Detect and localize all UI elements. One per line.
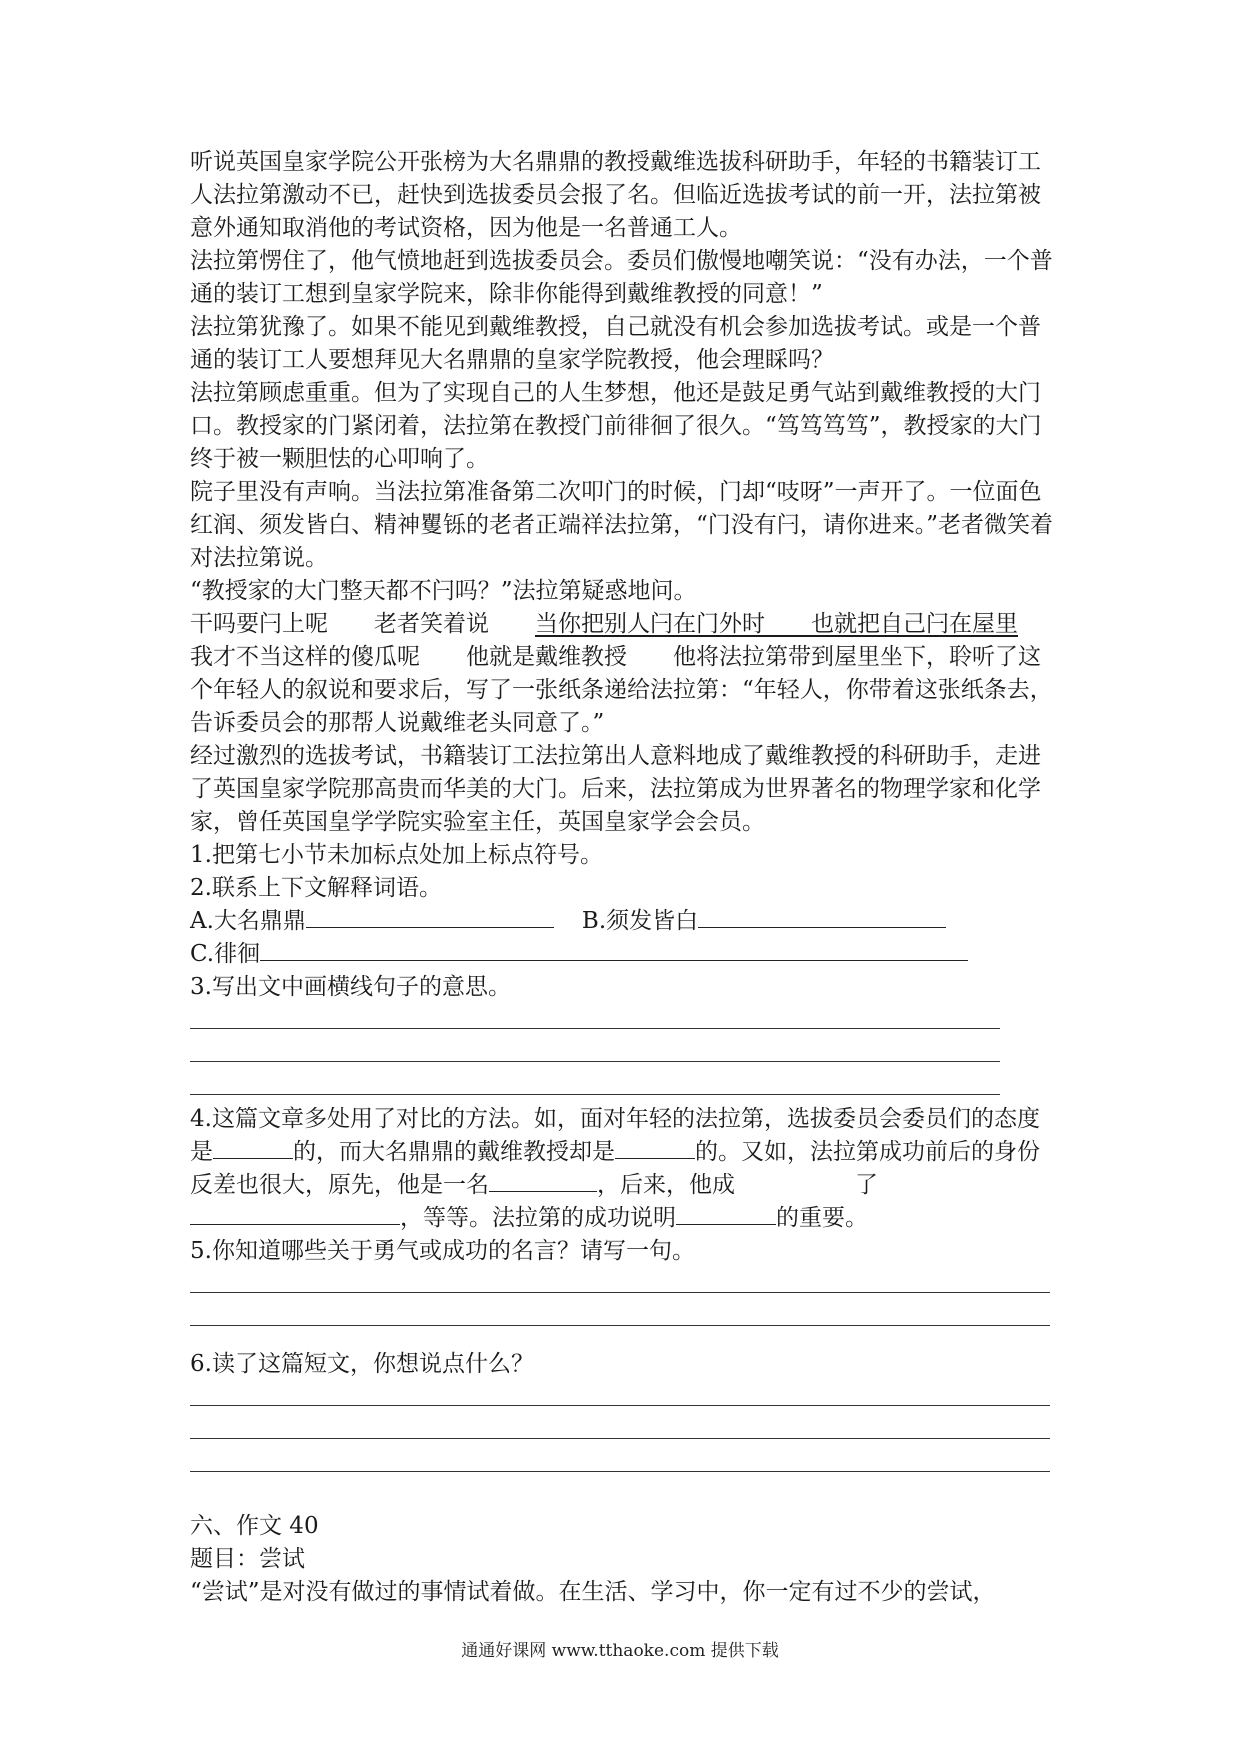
- underlined-sentence: 当你把别人闩在门外时 也就把自己闩在屋里: [535, 611, 1018, 637]
- question-2-c: [190, 938, 1060, 971]
- q4-blank-3[interactable]: [489, 1169, 597, 1192]
- q4-text-e: 了: [855, 1172, 878, 1198]
- question-3: 3.写出文中画横线句子的意思。: [190, 974, 511, 1000]
- q3-answer-line-2[interactable]: [190, 1037, 1060, 1070]
- q4-text-g: 的重要。: [776, 1205, 868, 1231]
- q2-c-answer-blank[interactable]: [260, 938, 968, 961]
- q4-blank-4[interactable]: [190, 1202, 400, 1225]
- q5-answer-line-1[interactable]: [190, 1268, 1060, 1301]
- question-1: 1.把第七小节未加标点处加上标点符号。: [190, 842, 603, 868]
- q3-answer-line-1[interactable]: [190, 1004, 1060, 1037]
- q2-c-label: C.徘徊: [190, 941, 261, 967]
- question-2-ab: [190, 905, 1060, 938]
- worksheet-page: [190, 146, 1060, 1609]
- q4-text-d: ，后来，他成: [597, 1172, 735, 1198]
- q2-a-answer-blank[interactable]: [306, 905, 554, 928]
- q4-text-b: 的，而大名鼎鼎的戴维教授却是: [293, 1139, 615, 1165]
- composition-heading: 六、作文 40: [190, 1513, 319, 1539]
- passage-paragraph-5: 院子里没有声响。当法拉第准备第二次叩门的时候，门却“吱呀”一声开了。一位面色红润、须发皆白、精神矍铄的老者正端祥法拉第，“门没有闩，请你进来。”老者微笑着对法拉第说。: [190, 479, 1054, 571]
- q6-answer-line-1[interactable]: [190, 1381, 1060, 1414]
- q6-answer-line-2[interactable]: [190, 1414, 1060, 1447]
- footer-source-credit: 通通好课网 www.tthaoke.com 提供下载: [461, 1641, 779, 1661]
- q2-b-answer-blank[interactable]: [698, 905, 946, 928]
- question-4: [190, 1103, 1060, 1235]
- q4-text-c: 的。又如，法拉第成功前后的身份反差也很大，原先，他是一名: [190, 1139, 1040, 1198]
- q4-text-f: ，等等。法拉第的成功说明: [400, 1205, 676, 1231]
- passage-paragraph-6: “教授家的大门整天都不闩吗？”法拉第疑惑地问。: [190, 578, 697, 604]
- question-5: 5.你知道哪些关于勇气或成功的名言？请写一句。: [190, 1238, 695, 1264]
- passage-paragraph-7: [190, 608, 1060, 740]
- q2-b-label: B.须发皆白: [581, 908, 699, 934]
- composition-topic: 题目：尝试: [190, 1546, 305, 1572]
- question-2: 2.联系上下文解释词语。: [190, 875, 442, 901]
- passage-paragraph-1: 听说英国皇家学院公开张榜为大名鼎鼎的教授戴维选拔科研助手，年轻的书籍装订工人法拉第激动不已，赶快到选拔委员会报了名。但临近选拔考试的前一开，法拉第被意外通知取消他的考试资格，因为他是一名普通工人。: [190, 149, 1041, 241]
- q4-blank-2[interactable]: [615, 1136, 695, 1159]
- q4-text-a: 4.这篇文章多处用了对比的方法。如，面对年轻的法拉第，选拔委员会委员们的态度是: [190, 1106, 1040, 1165]
- composition-intro: “尝试”是对没有做过的事情试着做。在生活、学习中，你一定有过不少的尝试，: [190, 1579, 996, 1605]
- question-6: 6.读了这篇短文，你想说点什么？: [190, 1351, 534, 1377]
- p7-text-a: 干吗要闩上呢 老者笑着说: [190, 611, 535, 637]
- q6-answer-line-3[interactable]: [190, 1447, 1060, 1480]
- passage-paragraph-2: 法拉第愣住了，他气愤地赶到选拔委员会。委员们傲慢地嘲笑说：“没有办法，一个普通的装订工想到皇家学院来，除非你能得到戴维教授的同意！”: [190, 248, 1053, 307]
- q4-blank-5[interactable]: [676, 1202, 776, 1225]
- p7-text-b: 我才不当这样的傻瓜呢 他就是戴维教授 他将法拉第带到屋里坐下，聆听了这个年轻人的叙说和要求后，写了一张纸条递给法拉第：“年轻人，你带着这张纸条去，告诉委员会的那帮人说戴维老头同意了。”: [190, 611, 1053, 736]
- q3-answer-line-3[interactable]: [190, 1070, 1060, 1103]
- q5-answer-line-2[interactable]: [190, 1301, 1060, 1334]
- passage-paragraph-3: 法拉第犹豫了。如果不能见到戴维教授，自己就没有机会参加选拔考试。或是一个普通的装订工人要想拜见大名鼎鼎的皇家学院教授，他会理睬吗？: [190, 314, 1041, 373]
- q2-a-label: A.大名鼎鼎: [190, 908, 306, 934]
- passage-paragraph-8: 经过激烈的选拔考试，书籍装订工法拉第出人意料地成了戴维教授的科研助手，走进了英国皇家学院那高贵而华美的大门。后来，法拉第成为世界著名的物理学家和化学家，曾任英国皇学学院实验室主任，英国皇家学会会员。: [190, 743, 1041, 835]
- q4-blank-1[interactable]: [213, 1136, 293, 1159]
- passage-paragraph-4: 法拉第顾虑重重。但为了实现自己的人生梦想，他还是鼓足勇气站到戴维教授的大门口。教授家的门紧闭着，法拉第在教授门前徘徊了很久。“笃笃笃笃”，教授家的大门终于被一颗胆怯的心叩响了。: [190, 380, 1042, 472]
